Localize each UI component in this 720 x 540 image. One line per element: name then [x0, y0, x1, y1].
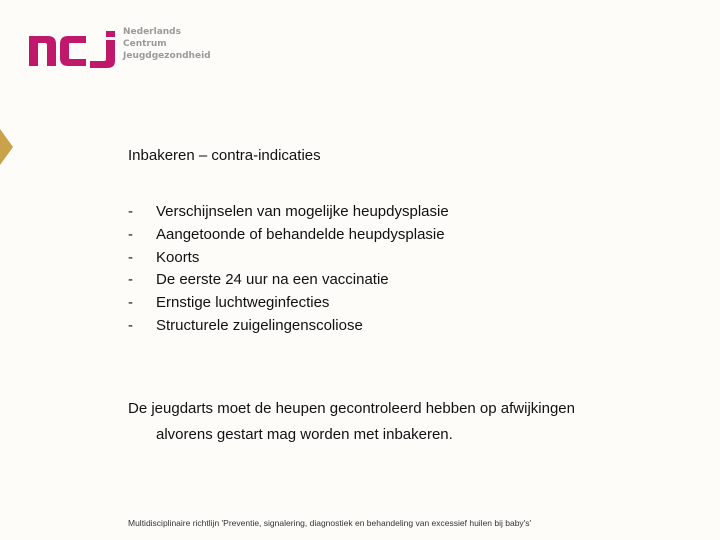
ncj-logo-mark [28, 28, 118, 68]
list-item [128, 269, 449, 292]
list-item [128, 201, 449, 224]
logo-wordmark [123, 26, 211, 62]
logo-line-1: Nederlands [123, 27, 181, 37]
bullet-marker: - [128, 316, 133, 334]
list-item [128, 224, 449, 247]
jeugdarts-note [128, 396, 688, 448]
bullet-marker: - [128, 203, 133, 220]
footer-source: Multidisciplinaire richtlijn 'Preventie, signalering, diagnostiek en behandeling van excessief huilen bij baby's' [128, 518, 532, 528]
list-item-text: Ernstige luchtweginfecties [156, 294, 330, 312]
list-item-text: Koorts [156, 248, 200, 266]
list-item [128, 247, 449, 270]
note-line-2: alvorens gestart mag worden met inbakeren. [156, 426, 453, 443]
list-item-text: De eerste 24 uur na een vaccinatie [156, 271, 389, 289]
contra-indication-list [128, 201, 449, 338]
list-item [128, 315, 449, 338]
bullet-marker: - [128, 225, 133, 243]
list-item-text: Aangetoonde of behandelde heupdysplasie [156, 225, 445, 243]
note-line-1: De jeugdarts moet de heupen gecontroleerd hebben op afwijkingen [128, 400, 575, 417]
logo-line-3: Jeugdgezondheid [123, 51, 211, 61]
bullet-marker: - [128, 271, 133, 289]
bullet-marker: - [128, 294, 133, 312]
list-item-text: Verschijnselen van mogelijke heupdysplasie [156, 203, 449, 220]
bullet-marker: - [128, 248, 133, 266]
logo-line-2: Centrum [123, 39, 167, 49]
slide-title: Inbakeren – contra-indicaties [128, 147, 321, 164]
chevron-right-icon [0, 127, 16, 167]
list-item-text: Structurele zuigelingenscoliose [156, 316, 363, 334]
ncj-logo [28, 24, 218, 70]
list-item [128, 292, 449, 315]
